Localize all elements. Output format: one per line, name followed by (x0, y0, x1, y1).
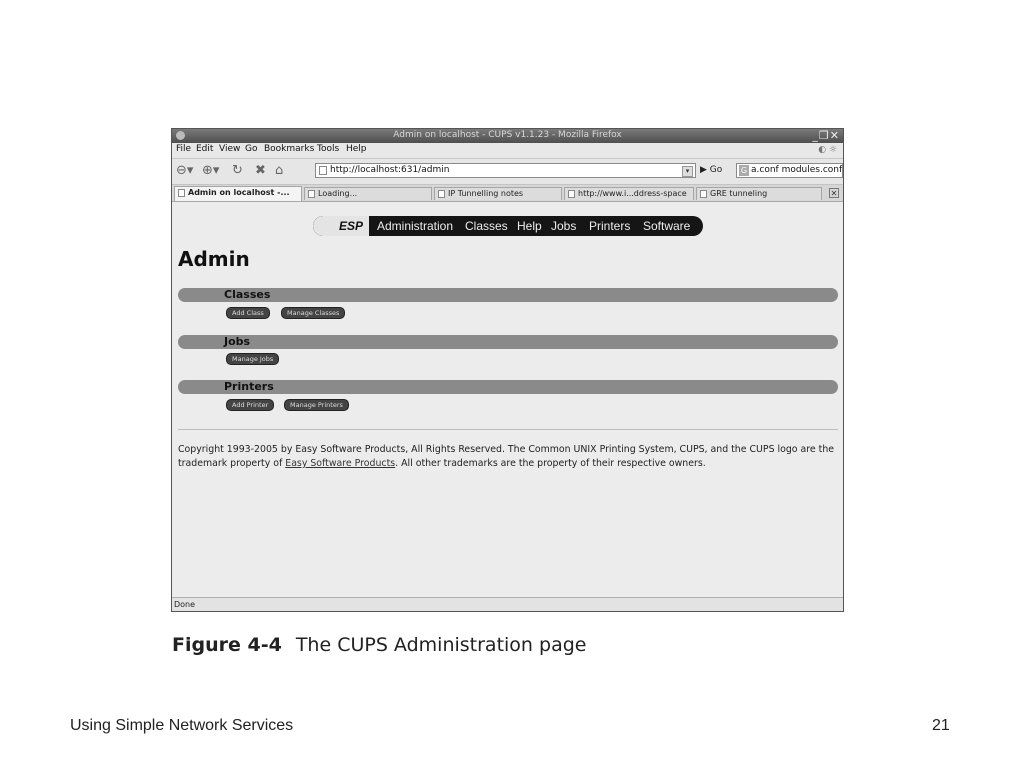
manage-printers-button[interactable]: Manage Printers (284, 399, 349, 411)
nav-help[interactable]: Help (517, 219, 542, 233)
throbber-icon: ◐ ☼ (818, 145, 837, 155)
tab-ip-tunnelling[interactable]: IP Tunnelling notes (434, 187, 562, 200)
url-dropdown-icon[interactable]: ▾ (682, 166, 693, 177)
minimize-icon[interactable]: _ (812, 129, 819, 142)
nav-jobs[interactable]: Jobs (551, 219, 577, 233)
figure-caption (172, 634, 586, 656)
window-controls[interactable] (812, 129, 840, 142)
manage-jobs-button[interactable]: Manage Jobs (226, 353, 279, 365)
section-jobs (178, 335, 838, 349)
menu-edit[interactable]: Edit (196, 144, 214, 154)
section-title: Classes (224, 288, 271, 301)
page-number: 21 (932, 717, 950, 734)
navigation-toolbar (172, 159, 843, 185)
menu-bookmarks[interactable]: Bookmarks (264, 144, 315, 154)
search-engine-icon[interactable]: G (740, 166, 748, 175)
divider (178, 429, 838, 430)
easy-software-link[interactable]: Easy Software Products (285, 458, 396, 469)
close-icon[interactable]: ✕ (829, 129, 840, 142)
reload-icon[interactable]: ↻ (232, 163, 243, 178)
status-bar: Done (172, 597, 843, 611)
add-printer-button[interactable]: Add Printer (226, 399, 274, 411)
forward-button[interactable]: ⊕▾ (202, 163, 220, 178)
nav-administration[interactable]: Administration (377, 219, 454, 233)
page-content (172, 202, 843, 598)
section-printers (178, 380, 838, 394)
nav-software[interactable]: Software (643, 219, 691, 233)
search-query[interactable]: a.conf modules.conf (751, 165, 843, 175)
stop-icon[interactable]: ✖ (255, 163, 266, 178)
go-button[interactable]: ▶ Go (700, 165, 723, 175)
menu-tools[interactable]: Tools (317, 144, 340, 154)
tab-address-space[interactable]: http://www.i...ddress-space (564, 187, 694, 200)
browser-window (171, 128, 844, 612)
tab-loading[interactable]: Loading... (304, 187, 432, 200)
section-title: Jobs (224, 335, 251, 348)
search-box[interactable] (736, 163, 843, 178)
copyright-notice (178, 443, 842, 471)
copyright-text-end: . All other trademarks are the property of their respective owners. (395, 458, 706, 469)
copyright-text: Copyright 1993-2005 by Easy Software Products, All Rights Reserved. The Common UNIX Printing System, CUPS, and the CUPS logo are the trademark property of (178, 444, 835, 469)
menu-file[interactable]: File (176, 144, 192, 154)
add-class-button[interactable]: Add Class (226, 307, 270, 319)
esp-logo[interactable]: ESP (313, 216, 369, 236)
go-label: Go (709, 165, 723, 175)
nav-printers[interactable]: Printers (589, 219, 631, 233)
back-button[interactable]: ⊖▾ (176, 163, 194, 178)
page-title: Admin (178, 247, 250, 271)
menu-help[interactable]: Help (346, 144, 367, 154)
menu-go[interactable]: Go (245, 144, 258, 154)
menu-view[interactable]: View (219, 144, 241, 154)
tab-gre-tunneling[interactable]: GRE tunneling (696, 187, 822, 200)
section-classes (178, 288, 838, 302)
tab-bar (172, 185, 843, 202)
title-bar[interactable] (172, 129, 843, 143)
maximize-icon[interactable]: ❐ (818, 129, 830, 142)
figure-label: Figure 4-4 (172, 634, 282, 656)
cups-nav-bar (313, 216, 703, 236)
nav-classes[interactable]: Classes (465, 219, 508, 233)
tab-admin[interactable]: Admin on localhost -... (174, 186, 302, 201)
home-icon[interactable]: ⌂ (275, 163, 284, 178)
page-icon (319, 166, 327, 175)
url-text[interactable]: http://localhost:631/admin (330, 165, 450, 175)
menu-bar (172, 143, 843, 159)
section-title: Printers (224, 380, 274, 393)
window-title: Admin on localhost - CUPS v1.1.23 - Mozilla Firefox (393, 130, 622, 140)
manage-classes-button[interactable]: Manage Classes (281, 307, 345, 319)
figure-text: The CUPS Administration page (295, 634, 587, 656)
close-tab-icon[interactable]: ✕ (830, 189, 838, 198)
url-bar[interactable] (315, 163, 696, 178)
slide-footer: Using Simple Network Services (70, 717, 294, 734)
